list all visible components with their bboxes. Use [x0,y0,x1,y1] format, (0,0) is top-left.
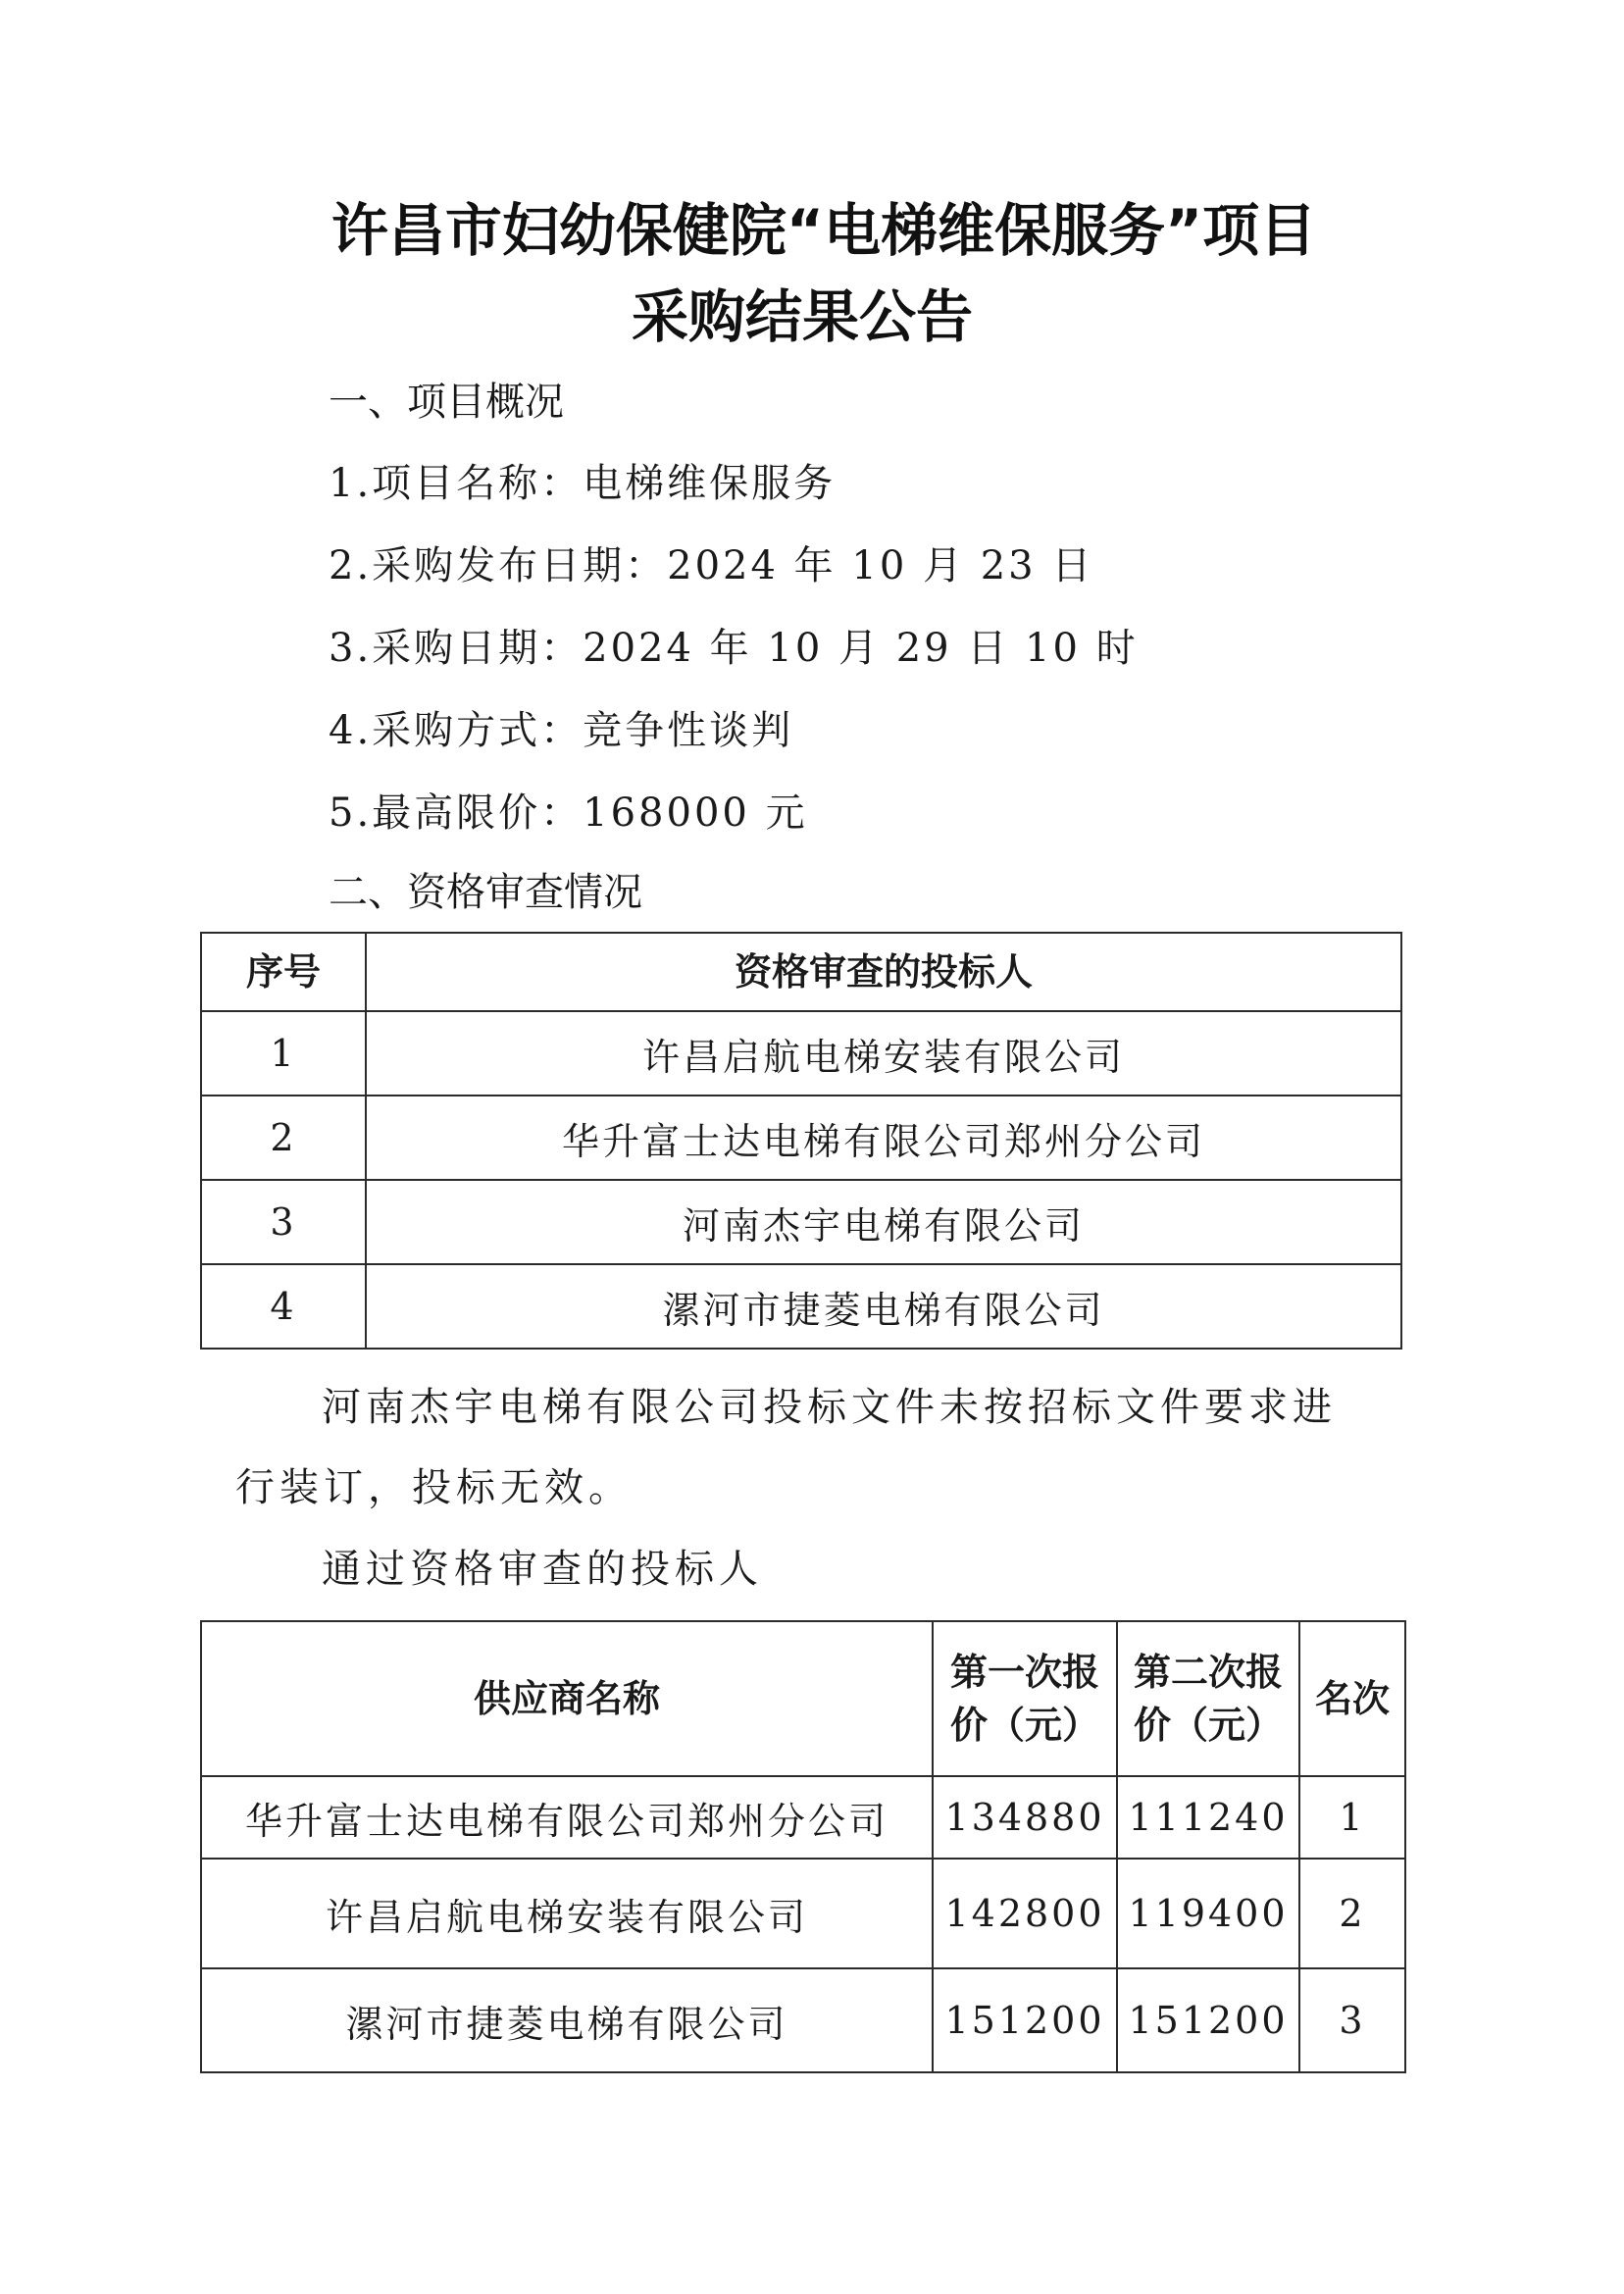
table-header-row [201,933,1401,1011]
second-quote: 111240 [1117,1776,1299,1859]
section2-heading: 二、资格审查情况 [329,870,642,915]
table-row [201,1180,1401,1264]
second-quote: 119400 [1117,1859,1299,1968]
qualification-table [200,932,1402,1350]
supplier-name: 漯河市捷菱电梯有限公司 [201,1968,933,2072]
document-title-line1: 许昌市妇幼保健院“电梯维保服务”项目 [330,197,1317,264]
bidder-name: 许昌启航电梯安装有限公司 [366,1011,1401,1096]
first-quote: 142800 [933,1859,1117,1968]
first-quote: 151200 [933,1968,1117,2072]
table-header-row [201,1621,1405,1776]
first-quote: 134880 [933,1776,1117,1859]
procurement-method-line: 4.采购方式：竞争性谈判 [329,708,794,753]
table-row [201,1096,1401,1180]
row-index: 2 [201,1096,366,1180]
result-table [200,1620,1406,2073]
bidder-name: 河南杰宇电梯有限公司 [366,1180,1401,1264]
passed-bidders-label: 通过资格审查的投标人 [322,1547,763,1592]
max-price-line: 5.最高限价：168000 元 [329,790,808,836]
section1-heading: 一、项目概况 [329,380,564,425]
column-header-index: 序号 [201,933,366,1011]
publish-date-line: 2.采购发布日期：2024 年 10 月 23 日 [329,543,1094,588]
column-header-supplier: 供应商名称 [201,1621,933,1776]
table-row [201,1011,1401,1096]
table-row [201,1776,1405,1859]
supplier-name: 华升富士达电梯有限公司郑州分公司 [201,1776,933,1859]
rank: 3 [1299,1968,1405,2072]
supplier-name: 许昌启航电梯安装有限公司 [201,1859,933,1968]
document-title-line2: 采购结果公告 [631,283,973,350]
bidder-name: 漯河市捷菱电梯有限公司 [366,1264,1401,1349]
invalid-bid-note-line1: 河南杰宇电梯有限公司投标文件未按招标文件要求进 [322,1385,1337,1430]
procurement-date-line: 3.采购日期：2024 年 10 月 29 日 10 时 [329,626,1139,671]
row-index: 3 [201,1180,366,1264]
column-header-rank: 名次 [1299,1621,1405,1776]
second-quote: 151200 [1117,1968,1299,2072]
table-row [201,1264,1401,1349]
table-row [201,1859,1405,1968]
table-row [201,1968,1405,2072]
column-header-second-quote: 第二次报价（元） [1117,1621,1299,1776]
project-name-line: 1.项目名称：电梯维保服务 [329,461,837,506]
column-header-first-quote: 第一次报价（元） [933,1621,1117,1776]
column-header-bidder: 资格审查的投标人 [366,933,1401,1011]
bidder-name: 华升富士达电梯有限公司郑州分公司 [366,1096,1401,1180]
row-index: 1 [201,1011,366,1096]
invalid-bid-note-line2: 行装订，投标无效。 [235,1465,633,1510]
rank: 1 [1299,1776,1405,1859]
row-index: 4 [201,1264,366,1349]
rank: 2 [1299,1859,1405,1968]
